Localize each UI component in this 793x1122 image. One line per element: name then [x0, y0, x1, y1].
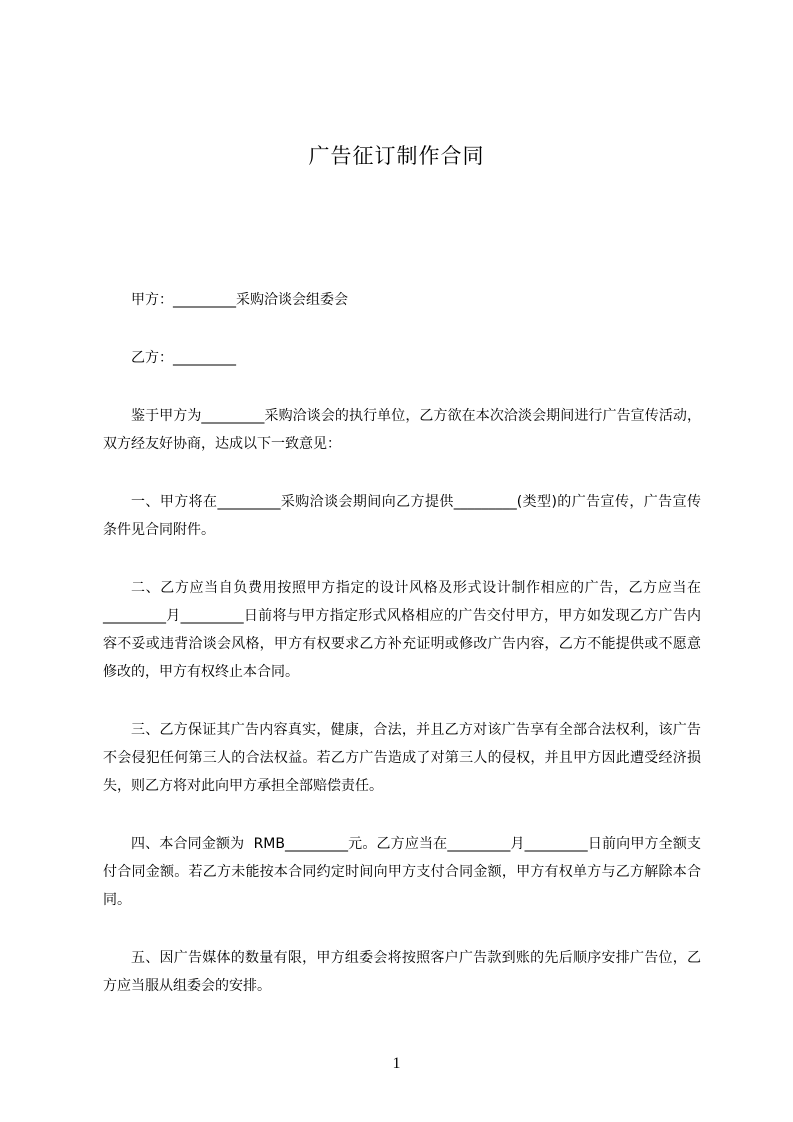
document-body [103, 286, 701, 1030]
clause-1: 一、甲方将在_________采购洽谈会期间向乙方提供_________(类型)的广告宣传，广告宣传条件见合同附件。 [103, 494, 701, 538]
clause-3: 三、乙方保证其广告内容真实，健康，合法，并且乙方对该广告享有全部合法权利，该广告不会侵犯任何第三人的合法权益。若乙方广告造成了对第三人的侵权，并且甲方因此遭受经济损失，则乙方将对此向甲方承担全部赔偿责任。 [103, 722, 701, 794]
clause-4: 四、本合同金额为 RMB_________元。乙方应当在_________月_________日前向甲方全额支付合同金额。若乙方未能按本合同约定时间向甲方支付合同金额，甲方有权单方与乙方解除本合同。 [103, 836, 701, 908]
clause-5: 五、因广告媒体的数量有限，甲方组委会将按照客户广告款到账的先后顺序安排广告位，乙方应当服从组委会的安排。 [103, 950, 701, 994]
preamble-paragraph: 鉴于甲方为_________采购洽谈会的执行单位，乙方欲在本次洽淡会期间进行广告宣传活动，双方经友好协商，达成以下一致意见： [103, 408, 701, 452]
party-a-line: 甲方：_________采购洽谈会组委会 [131, 292, 348, 308]
page-number: 1 [392, 1055, 401, 1072]
document-title: 广告征订制作合同 [308, 144, 485, 168]
party-b-line: 乙方：_________ [131, 350, 236, 366]
clause-2: 二、乙方应当自负费用按照甲方指定的设计风格及形式设计制作相应的广告，乙方应当在_________月_________日前将与甲方指定形式风格相应的广告交付甲方，甲方如发现乙方广告内容不妥或违背洽谈会风格，甲方有权要求乙方补充证明或修改广告内容，乙方不能提供或不愿意修改的，甲方有权终止本合同。 [103, 580, 701, 680]
